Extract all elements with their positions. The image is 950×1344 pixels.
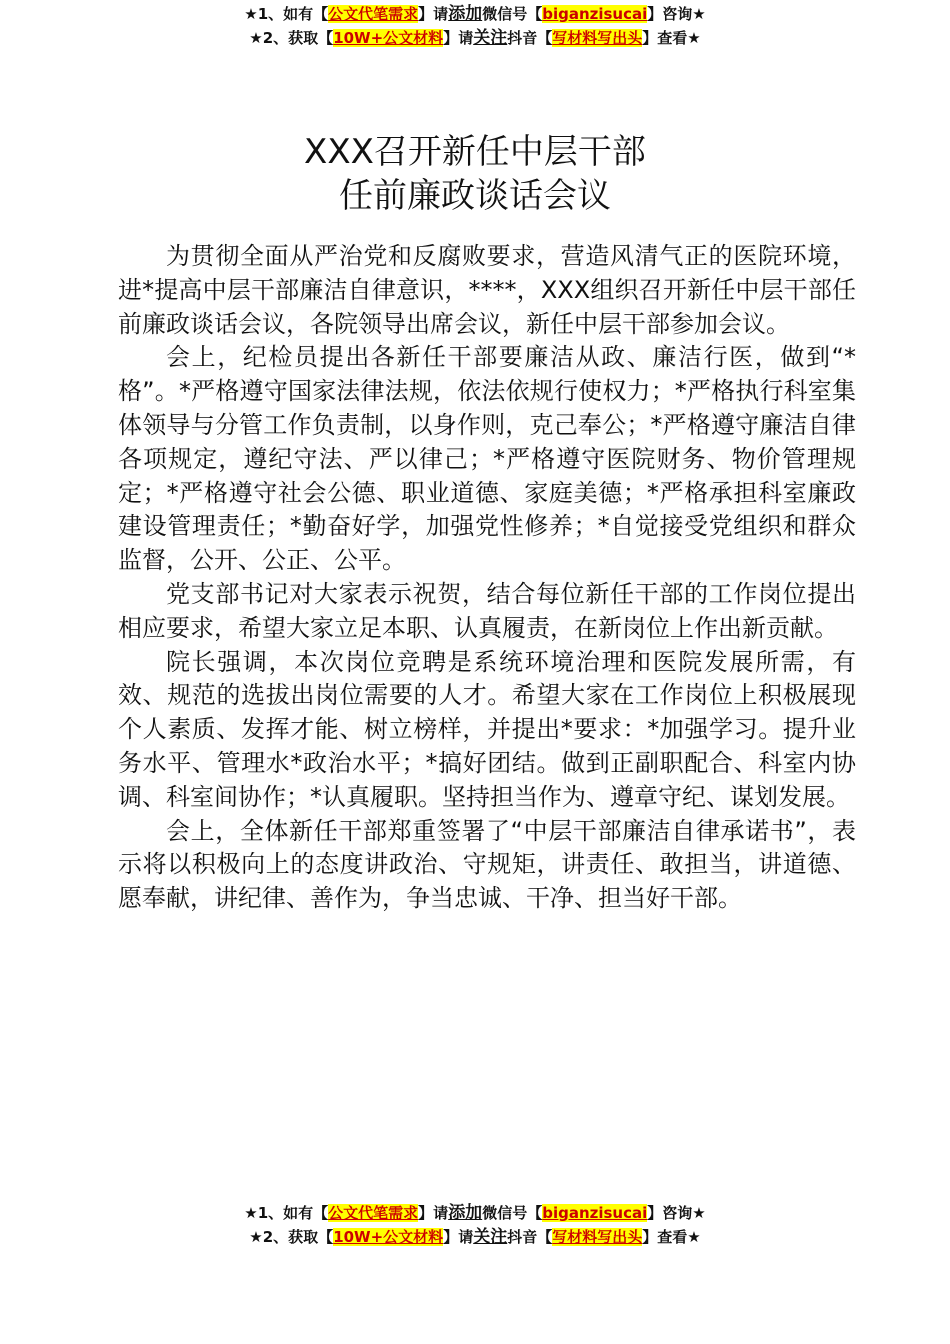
banner-emphasis: 添加: [448, 4, 483, 24]
paragraph-discipline-requirements: 会上，纪检员提出各新任干部要廉洁从政、廉洁行医，做到“*格”。*严格遵守国家法律法规，依法依规行使权力；*严格执行科室集体领导与分管工作负责制，以身作则，克己奉公；*严格遵守廉洁自律各项规定，遵纪守法、严以律己；*严格遵守医院财务、物价管理规定；*严格遵守社会公德、职业道德、家庭美德；*严格承担科室廉政建设管理责任；*勤奋好学，加强党性修养；*自觉接受党组织和群众监督，公开、公正、公平。: [118, 343, 856, 575]
paragraph-intro: 为贯彻全面从严治党和反腐败要求，营造风清气正的医院环境，进*提高中层干部廉洁自律意识，****，XXX组织召开新任中层干部任前廉政谈话会议，各院领导出席会议，新任中层干部参加会议。: [118, 242, 856, 338]
document-title-line-2: 任前廉政谈话会议: [339, 176, 611, 216]
document-body: [118, 240, 856, 916]
footer-banner: [0, 1201, 950, 1249]
banner-text: ★2、获取【: [249, 1228, 334, 1246]
banner-text: 】咨询★: [647, 1204, 706, 1222]
banner-text: 微信号【: [482, 5, 543, 23]
banner-highlight: 公文代笔需求: [328, 1204, 419, 1222]
banner-emphasis: 添加: [448, 1203, 483, 1223]
banner-text: ★1、如有【: [244, 5, 329, 23]
banner-text: 】请: [443, 29, 474, 47]
banner-highlight: 公文代笔需求: [328, 5, 419, 23]
paragraph-president-remarks: 院长强调，本次岗位竞聘是系统环境治理和医院发展所需，有效、规范的选拔出岗位需要的人才。希望大家在工作岗位上积极展现个人素质、发挥才能、树立榜样，并提出*要求：*加强学习。提升业务水平、管理水*政治水平；*搞好团结。做到正副职配合、科室内协调、科室间协作；*认真履职。坚持担当作为、遵章守纪、谋划发展。: [118, 647, 856, 811]
banner-emphasis: 关注: [473, 28, 508, 48]
banner-line-2: [0, 1225, 950, 1249]
banner-highlight: 10W+公文材料: [333, 29, 444, 47]
banner-line-1: [0, 2, 950, 26]
banner-text: ★1、如有【: [244, 1204, 329, 1222]
banner-text: 】请: [443, 1228, 474, 1246]
banner-text: 】咨询★: [647, 5, 706, 23]
banner-text: 】请: [418, 5, 449, 23]
banner-highlight: 10W+公文材料: [333, 1228, 444, 1246]
banner-wechat-id: biganzisucai: [542, 1204, 648, 1222]
banner-douyin-account: 写材料写出头: [552, 29, 643, 47]
header-banner: [0, 2, 950, 50]
document-title-line-1: XXX召开新任中层干部: [304, 132, 646, 172]
banner-text: 】查看★: [642, 1228, 701, 1246]
banner-text: 微信号【: [482, 1204, 543, 1222]
banner-emphasis: 关注: [473, 1227, 508, 1247]
banner-line-2: [0, 26, 950, 50]
banner-text: 抖音【: [507, 1228, 553, 1246]
banner-text: 】请: [418, 1204, 449, 1222]
banner-douyin-account: 写材料写出头: [552, 1228, 643, 1246]
banner-text: 抖音【: [507, 29, 553, 47]
banner-text: ★2、获取【: [249, 29, 334, 47]
banner-line-1: [0, 1201, 950, 1225]
paragraph-pledge: 会上，全体新任干部郑重签署了“中层干部廉洁自律承诺书”，表示将以积极向上的态度讲政治、守规矩，讲责任、敢担当，讲道德、愿奉献，讲纪律、善作为，争当忠诚、干净、担当好干部。: [118, 816, 856, 913]
banner-text: 】查看★: [642, 29, 701, 47]
banner-wechat-id: biganzisucai: [542, 5, 648, 23]
paragraph-party-secretary: 党支部书记对大家表示祝贺，结合每位新任干部的工作岗位提出相应要求，希望大家立足本职、认真履责，在新岗位上作出新贡献。: [118, 579, 856, 642]
